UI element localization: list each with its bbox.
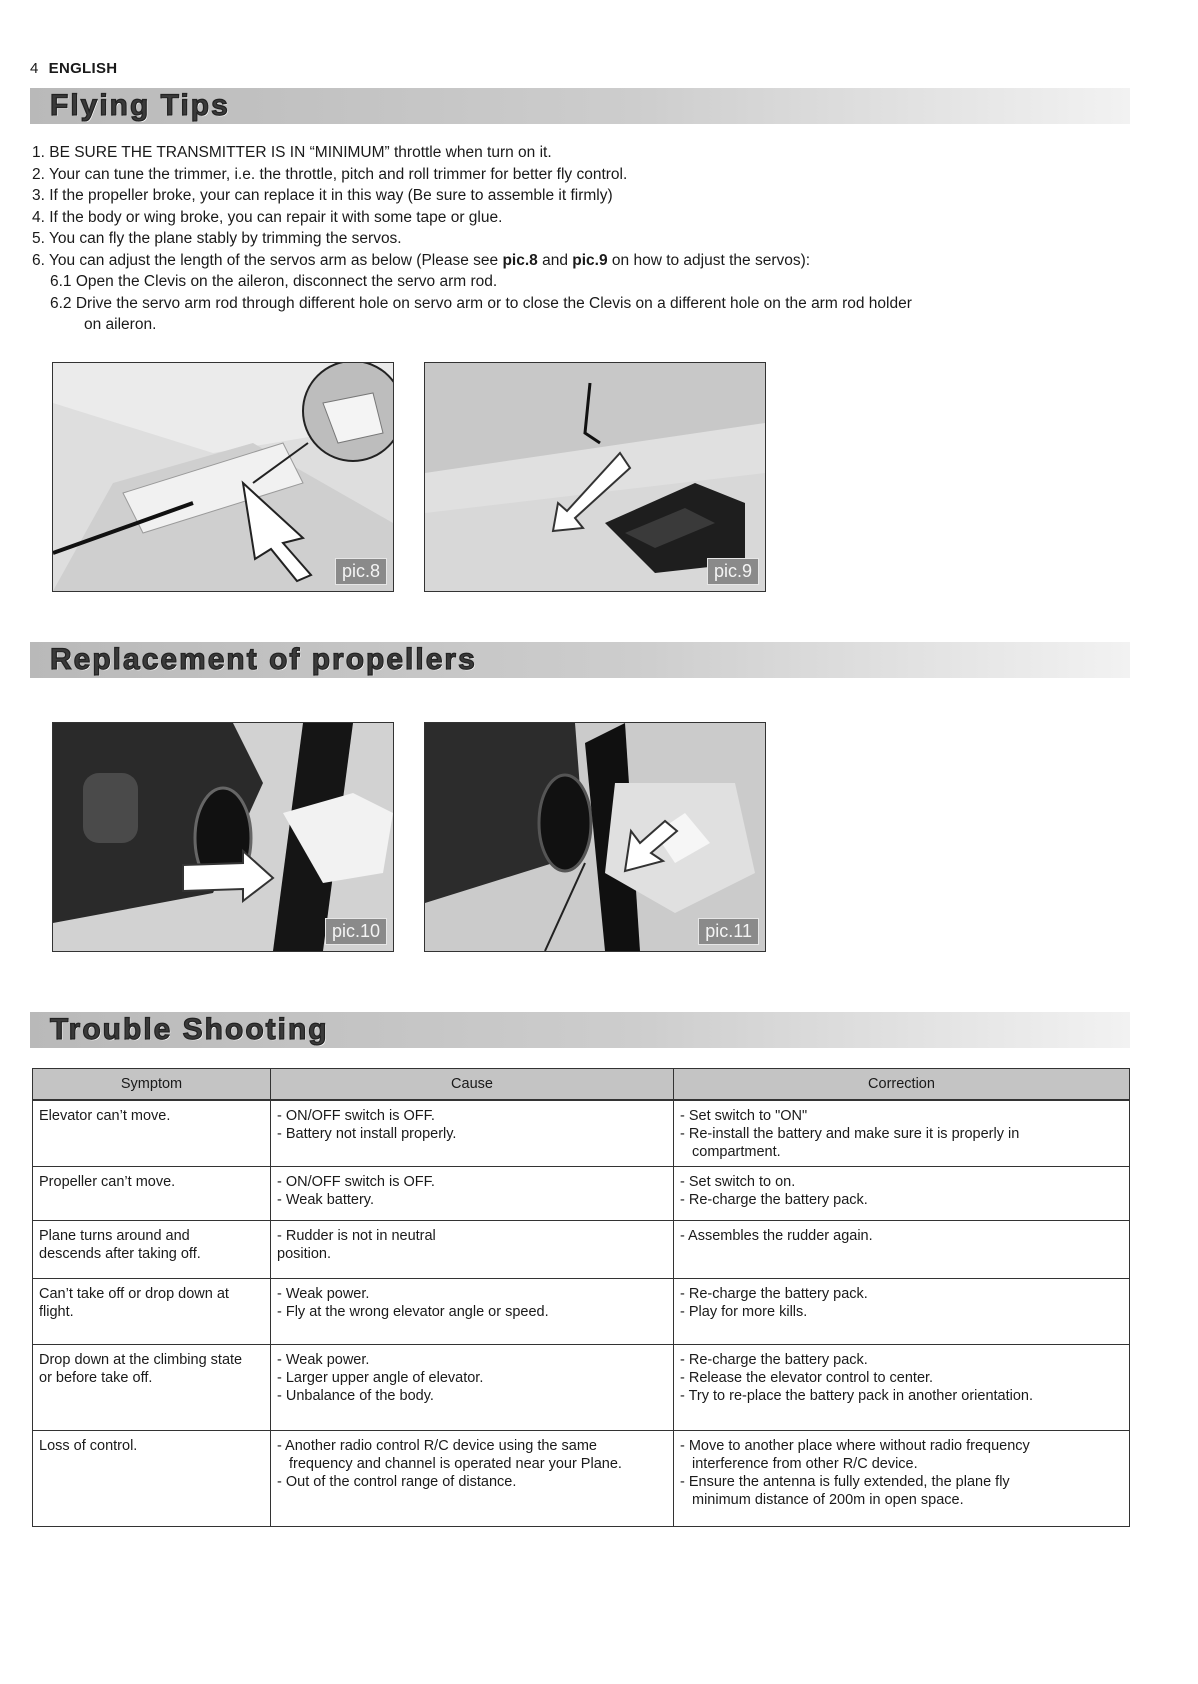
header-cause: Cause <box>271 1069 674 1101</box>
section-title-replacement: Replacement of propellers <box>50 643 477 676</box>
table-row <box>33 1166 1130 1220</box>
cause-text: - Weak battery. <box>277 1191 374 1208</box>
symptom-text: Plane turns around and <box>39 1227 190 1244</box>
table-row <box>33 1430 1130 1526</box>
tip-6 <box>32 250 1092 272</box>
cause-text: - Larger upper angle of elevator. <box>277 1369 484 1386</box>
symptom-cell <box>33 1430 271 1526</box>
cause-text: position. <box>277 1245 332 1262</box>
tip-6-text-post: on how to adjust the servos): <box>607 251 811 269</box>
symptom-text: Propeller can’t move. <box>39 1173 176 1190</box>
correction-text: compartment. <box>692 1144 781 1160</box>
correction-cell <box>674 1220 1130 1278</box>
tip-2: 2. Your can tune the trimmer, i.e. the throttle, pitch and roll trimmer for better fly control. <box>32 165 628 183</box>
photo-pic10-image <box>53 723 393 951</box>
photo-pic11-image <box>425 723 765 951</box>
table-header-row <box>33 1069 1130 1101</box>
table-row <box>33 1220 1130 1278</box>
cause-cell <box>271 1278 674 1344</box>
symptom-text: or before take off. <box>39 1369 153 1386</box>
tip-1: 1. BE SURE THE TRANSMITTER IS IN “MINIMUM” throttle when turn on it. <box>32 144 552 161</box>
caption-pic10: pic.10 <box>325 918 387 945</box>
correction-text: - Assembles the rudder again. <box>680 1227 873 1244</box>
page-number: 4 <box>30 60 39 77</box>
photo-pic9 <box>424 362 766 592</box>
photo-pic10 <box>52 722 394 952</box>
correction-text: - Play for more kills. <box>680 1303 808 1320</box>
cause-text: - Fly at the wrong elevator angle or speed. <box>277 1303 549 1320</box>
cause-cell <box>271 1100 674 1166</box>
symptom-cell <box>33 1166 271 1220</box>
cause-text: - Weak power. <box>277 1351 370 1368</box>
correction-text: - Move to another place where without radio frequency <box>680 1437 1030 1454</box>
table-row <box>33 1100 1130 1166</box>
header-symptom: Symptom <box>33 1069 271 1101</box>
correction-text: - Try to re-place the battery pack in another orientation. <box>680 1387 1034 1404</box>
symptom-cell <box>33 1278 271 1344</box>
symptom-cell <box>33 1100 271 1166</box>
cause-text: - Battery not install properly. <box>277 1126 457 1142</box>
cause-text: - Unbalance of the body. <box>277 1387 434 1404</box>
tip-3: 3. If the propeller broke, your can replace it in this way (Be sure to assemble it firmly) <box>32 187 613 204</box>
section-banner-trouble-shooting <box>30 1012 1130 1048</box>
table-row <box>33 1278 1130 1344</box>
correction-text: - Re-charge the battery pack. <box>680 1191 868 1208</box>
caption-pic8: pic.8 <box>335 558 387 585</box>
flying-tips-list <box>32 142 1092 336</box>
symptom-cell <box>33 1220 271 1278</box>
correction-text: minimum distance of 200m in open space. <box>692 1491 964 1508</box>
cause-cell <box>271 1430 674 1526</box>
section-title-trouble-shooting: Trouble Shooting <box>50 1013 329 1046</box>
symptom-text: Loss of control. <box>39 1437 138 1454</box>
correction-cell <box>674 1100 1130 1166</box>
section-title-flying-tips: Flying Tips <box>50 89 230 122</box>
language-label: ENGLISH <box>48 60 118 77</box>
symptom-text: Drop down at the climbing state <box>39 1351 243 1368</box>
tip-6-text-pre: 6. You can adjust the length of the servos arm as below (Please see <box>32 251 503 269</box>
cause-text: - ON/OFF switch is OFF. <box>277 1173 435 1190</box>
section-banner-flying-tips <box>30 88 1130 124</box>
photo-pic8-image <box>53 363 393 591</box>
tip-4: 4. If the body or wing broke, you can repair it with some tape or glue. <box>32 208 503 226</box>
cause-cell <box>271 1344 674 1430</box>
photo-pic9-image <box>425 363 765 591</box>
section-banner-replacement <box>30 642 1130 678</box>
header-correction: Correction <box>674 1069 1130 1101</box>
tip-6-pic8-ref: pic.8 <box>502 251 538 269</box>
correction-cell <box>674 1430 1130 1526</box>
tip-6-2-continued: on aileron. <box>84 316 157 333</box>
symptom-text: descends after taking off. <box>39 1245 201 1262</box>
correction-text: - Set switch to on. <box>680 1173 796 1190</box>
cause-text: - Rudder is not in neutral <box>277 1227 436 1244</box>
photo-pic8 <box>52 362 394 592</box>
tip-6-text-and: and <box>537 251 573 269</box>
photo-pic11 <box>424 722 766 952</box>
symptom-text: Elevator can’t move. <box>39 1108 171 1124</box>
symptom-text: flight. <box>39 1303 74 1320</box>
tip-6-2: 6.2 Drive the servo arm rod through different hole on servo arm or to close the Clevis on a different hole on the arm rod holder <box>50 294 912 312</box>
correction-text: - Set switch to "ON" <box>680 1108 808 1124</box>
caption-pic11: pic.11 <box>698 918 759 945</box>
troubleshooting-table <box>32 1068 1130 1527</box>
cause-cell <box>271 1220 674 1278</box>
correction-text: - Ensure the antenna is fully extended, the plane fly <box>680 1473 1010 1490</box>
correction-text: - Re-charge the battery pack. <box>680 1351 868 1368</box>
cause-text: - Another radio control R/C device using the same <box>277 1437 597 1454</box>
symptom-cell <box>33 1344 271 1430</box>
tip-6-pic9-ref: pic.9 <box>572 251 608 269</box>
correction-text: - Re-install the battery and make sure it is properly in <box>680 1126 1020 1142</box>
correction-text: - Release the elevator control to center. <box>680 1369 934 1386</box>
tip-6-1: 6.1 Open the Clevis on the aileron, disconnect the servo arm rod. <box>50 273 498 290</box>
correction-cell <box>674 1166 1130 1220</box>
caption-pic9: pic.9 <box>707 558 759 585</box>
cause-text: - Out of the control range of distance. <box>277 1473 517 1490</box>
correction-cell <box>674 1278 1130 1344</box>
cause-text: - ON/OFF switch is OFF. <box>277 1108 435 1124</box>
correction-text: - Re-charge the battery pack. <box>680 1285 868 1302</box>
symptom-text: Can’t take off or drop down at <box>39 1285 229 1302</box>
tip-5: 5. You can fly the plane stably by trimming the servos. <box>32 230 402 247</box>
correction-text: interference from other R/C device. <box>692 1455 918 1472</box>
cause-text: - Weak power. <box>277 1285 370 1302</box>
page-header <box>30 60 117 77</box>
cause-cell <box>271 1166 674 1220</box>
correction-cell <box>674 1344 1130 1430</box>
table-row <box>33 1344 1130 1430</box>
cause-text: frequency and channel is operated near your Plane. <box>289 1455 622 1472</box>
